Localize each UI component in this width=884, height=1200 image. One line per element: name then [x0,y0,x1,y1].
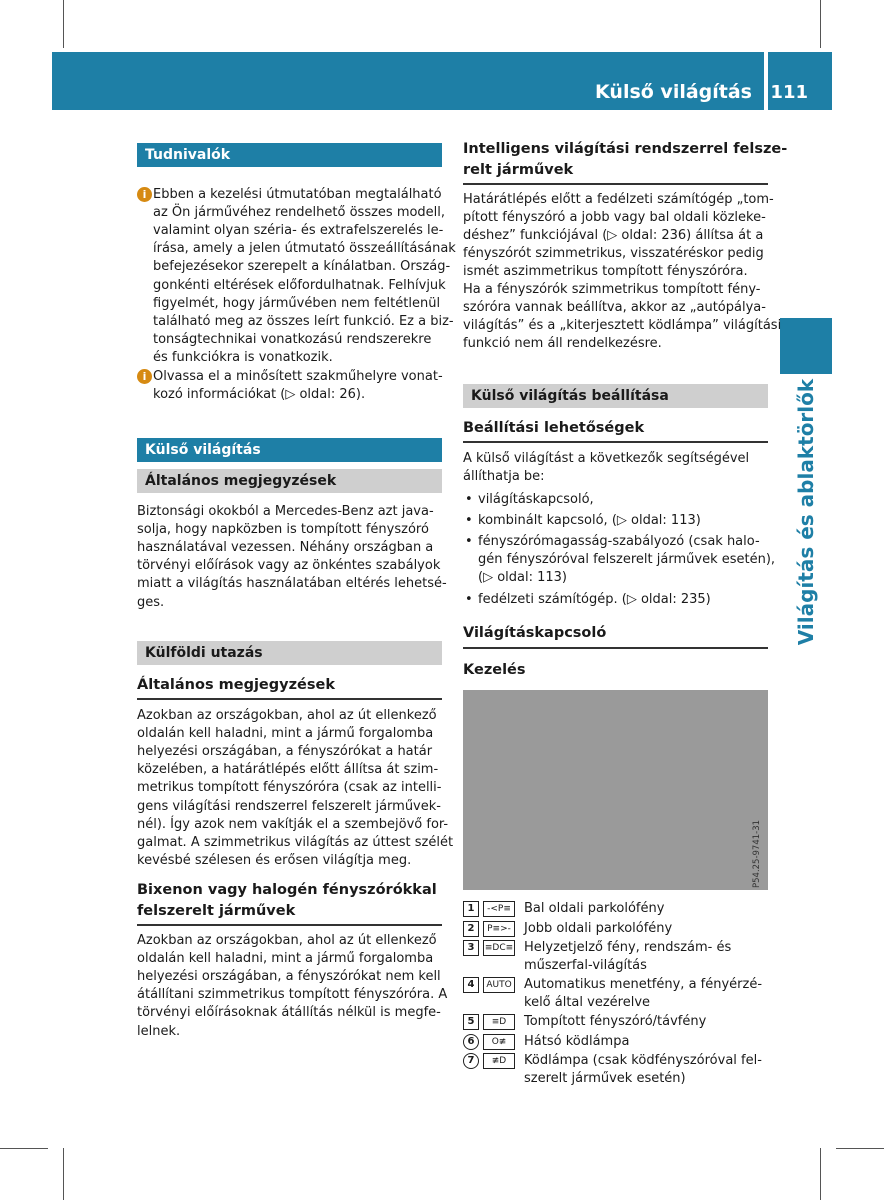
legend-symbol-icon: O≢ [483,1034,515,1050]
text-line: Biztonsági okokból a Mercedes-Benz azt java- [137,504,434,519]
legend-number: 7 [463,1053,479,1069]
text-line: az Ön járművéhez rendelhető összes modell, [153,205,446,221]
bullet-text: fényszórómagasság-szabályozó (csak halo- [478,534,760,550]
legend-text: Tompított fényszóró/távfény [524,1014,707,1029]
text-line: átállítani szimmetrikus tompított fényszóróra. A [137,987,448,1003]
text-line: Olvassa el a minősített szakműhelyre vonat- [153,369,443,384]
text-line: funkció nem áll rendelkezésre. [463,336,662,352]
bullet-text: fedélzeti számítógép. (▷ oldal: 235) [478,591,711,607]
legend-text: Automatikus menetfény, a fényérzé- [524,977,763,992]
text-line: kevésbé szélesen és erősen világítja meg. [137,852,412,868]
legend-number: 2 [463,921,479,937]
text-line: oldalán kell haladni, mint a jármű forgalomba [137,726,434,742]
legend-text: Bal oldali parkolófény [524,901,665,916]
bullet-dot: • [465,591,473,607]
legend-number: 1 [463,901,479,917]
text-line: galmat. A szimmetrikus világítás az úttest szélét [137,834,454,850]
text-line: Azokban az országokban, ahol az út ellenkező [137,708,437,723]
text-line: Azokban az országokban, ahol az út ellenkező [137,933,437,948]
bullet-dot: • [465,492,473,507]
text-line: fényszórót szimmetrikus, visszatéréskor pedig [463,246,764,262]
text-line: ismét aszimmetrikus tompított fényszóróra. [463,264,748,280]
legend-text: kelő által vezérelve [524,994,651,1010]
text-line: gens világítási rendszerrel felszerelt járművek- [137,798,441,814]
text-line: metrikus tompított fényszóróra (csak az intelli- [137,780,442,796]
bullet-dot: • [465,534,473,550]
text-line: helyezési országában, a fényszórókat a határ [137,744,433,760]
kapcsolo-heading: Világításkapcsoló [463,625,607,641]
text-line: Határátlépés előtt a fedélzeti számítógép „tom- [463,192,774,207]
lehetosegek-heading: Beállítási lehetőségek [463,420,645,436]
legend-symbol-icon: ≢D [483,1053,515,1069]
text-line: kozó információkat (▷ oldal: 26). [153,387,366,403]
chapter-tab [780,318,832,374]
text-line: figyelmét, hogy járművében nem feltétlenül [153,295,441,311]
crop-mark [836,1148,884,1149]
text-line: oldalán kell haladni, mint a jármű forgalomba [137,951,434,967]
kulfoldi-heading: Külföldi utazás [137,641,442,665]
heading-line: felszerelt járművek [137,903,296,919]
legend-number: 4 [463,977,479,993]
bullet-dot: • [465,513,473,529]
text-line: lelnek. [137,1023,181,1039]
info-icon: i [137,187,152,202]
tudnivalok-heading: Tudnivalók [137,143,442,167]
text-line: világítás” és a „kiterjesztett ködlámpa” világítási [463,318,782,334]
legend-text: Jobb oldali parkolófény [524,920,673,936]
text-line: Ha a fényszórók szimmetrikus tompított fény- [463,282,761,297]
crop-mark [63,1148,64,1200]
legend-symbol-icon: P≡>- [483,921,515,937]
text-line: található meg az összes leírt funkció. Ez a biz- [153,313,454,329]
legend-symbol-icon: AUTO [483,977,515,993]
heading-rule [137,924,442,926]
bullet-text: világításkapcsoló, [478,492,594,507]
info-icon: i [137,369,152,384]
kezeles-heading: Kezelés [463,662,526,678]
bullet-text: (▷ oldal: 113) [478,570,567,586]
crop-mark [0,1148,48,1149]
beallitasa-heading: Külső világítás beállítása [463,384,768,408]
text-line: ges. [137,594,165,610]
legend-number: 5 [463,1014,479,1030]
light-switch-photo [463,690,768,890]
legend-number: 3 [463,940,479,956]
heading-rule [463,647,768,649]
chapter-title: Világítás és ablaktörlők [794,378,818,646]
text-line: befejezésekor szerepelt a kínálatban. Ország- [153,259,451,275]
text-line: nél). Így azok nem vakítják el a szembejövő for- [137,816,449,832]
text-line: déshez” funkciójával (▷ oldal: 236) állítsa át a [463,228,764,244]
kulso-vilagitas-heading: Külső világítás [137,438,442,462]
photo-code: P54.25-9741-31 [752,819,762,888]
text-line: gonkénti eltérések előfordulhatnak. Felhívjuk [153,277,446,293]
section-title: Külső világítás [595,81,752,103]
altalanos-heading: Általános megjegyzések [137,469,442,493]
heading-line: Intelligens világítási rendszerrel felsze- [463,141,788,157]
legend-symbol-icon: -<P≡ [483,901,515,917]
text-line: helyezési országában, a fényszórókat nem kell [137,969,441,985]
crop-mark [63,0,64,48]
legend-text: műszerfal-világítás [524,957,647,973]
text-line: pított fényszóró a jobb vagy bal oldali közleke- [463,210,766,226]
page-number-box [768,52,832,110]
text-line: írása, amely a jelen útmutató összeállításának [153,241,456,257]
heading-rule [137,698,442,700]
legend-text: Helyzetjelző fény, rendszám- és [524,940,732,955]
heading-rule [463,441,768,443]
legend-symbol-icon: ≡DC≡ [483,940,515,956]
text-line: és funkciókra is vonatkozik. [153,349,333,365]
crop-mark [820,0,821,48]
text-line: tonságtechnikai vonatkozású rendszerekre [153,331,432,347]
text-line: szóróra vannak beállítva, akkor az „autópálya- [463,300,766,316]
heading-rule [463,183,768,185]
text-line: valamint olyan széria- és extrafelszerelés le- [153,223,444,239]
heading-line: relt járművek [463,162,574,178]
legend-text: Ködlámpa (csak ködfényszóróval fel- [524,1053,762,1068]
text-line: állíthatja be: [463,469,545,485]
text-line: solja, hogy napközben is tompított fényszóró [137,522,429,538]
text-line: törvényi előírásoknak átállítás nélkül is megfe- [137,1005,441,1021]
page-number: 111 [770,82,808,103]
legend-symbol-icon: ≡D [483,1014,515,1030]
text-line: használatával vezessen. Néhány országban a [137,540,434,556]
legend-number: 6 [463,1034,479,1050]
text-line: közelében, a határátlépés előtt állítsa át szim- [137,762,439,778]
crop-mark [820,1148,821,1200]
text-line: Ebben a kezelési útmutatóban megtalálható [153,187,442,202]
text-line: törvényi előírások vagy az önkéntes szabályok [137,558,441,574]
legend-text: szerelt járművek esetén) [524,1070,686,1086]
text-line: A külső világítást a következők segítségével [463,451,750,466]
page-header [52,52,764,110]
heading-line: Bixenon vagy halogén fényszórókkal [137,882,437,898]
bullet-text: kombinált kapcsoló, (▷ oldal: 113) [478,513,701,529]
kulfoldi-subheading: Általános megjegyzések [137,677,335,693]
text-line: miatt a világítás használatában eltérés lehetsé- [137,576,447,592]
legend-text: Hátsó ködlámpa [524,1033,630,1049]
bullet-text: gén fényszóróval felszerelt járművek esetén), [478,552,776,568]
